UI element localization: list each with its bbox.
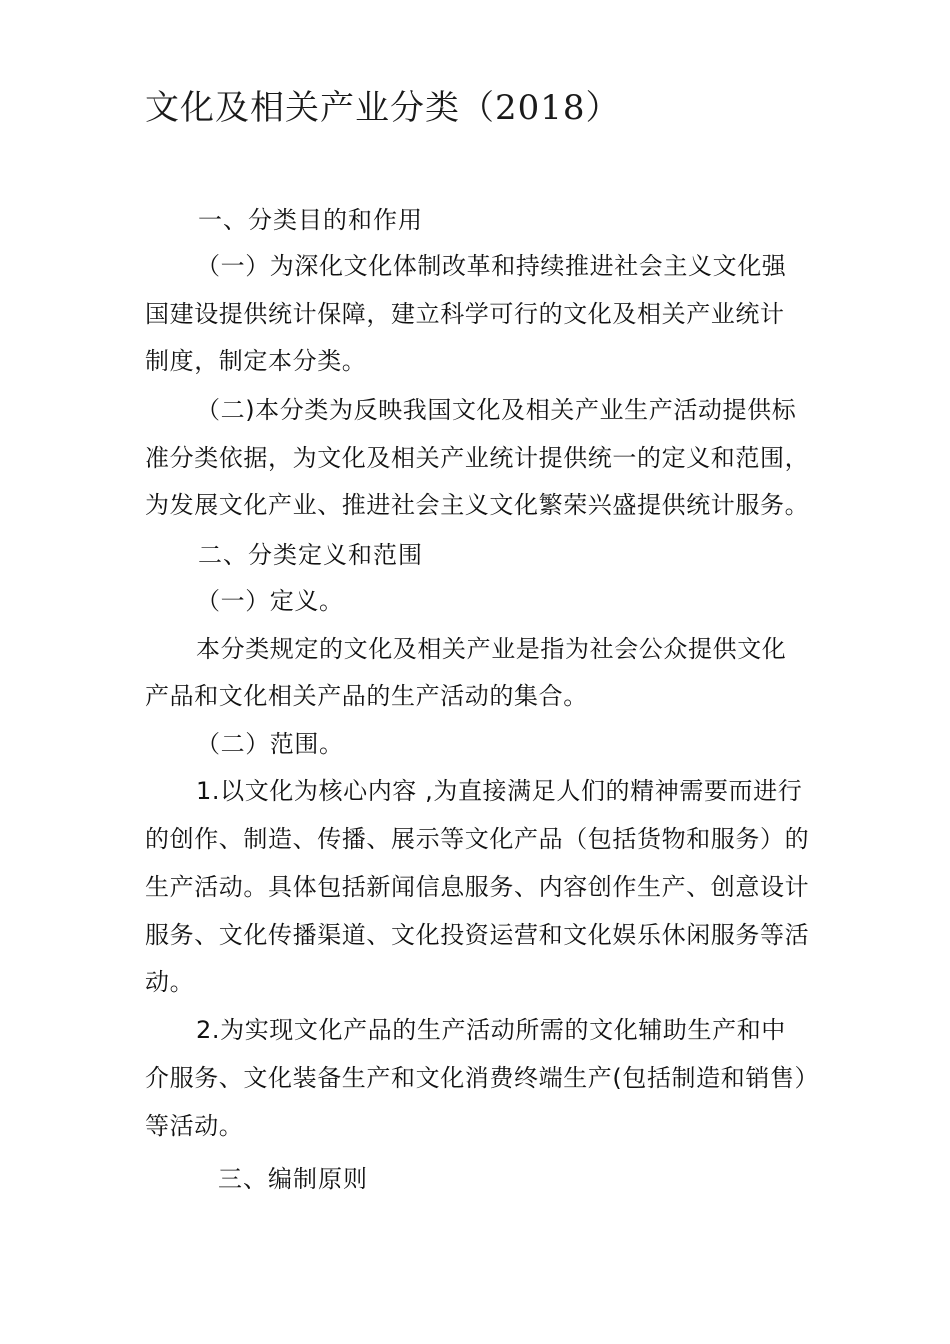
paragraph-line: 动。 bbox=[145, 968, 195, 996]
subsection-heading: （二）范围。 bbox=[196, 730, 344, 758]
paragraph-line: 准分类依据，为文化及相关产业统计提供统一的定义和范围， bbox=[145, 444, 810, 472]
document-title: 文化及相关产业分类（2018） bbox=[145, 88, 621, 128]
subsection-heading: （一）定义。 bbox=[196, 587, 344, 615]
paragraph-line: 2.为实现文化产品的生产活动所需的文化辅助生产和中 bbox=[196, 1016, 786, 1044]
paragraph-line: （二)本分类为反映我国文化及相关产业生产活动提供标 bbox=[196, 396, 797, 424]
paragraph-line: 产品和文化相关产品的生产活动的集合。 bbox=[145, 682, 588, 710]
paragraph-line: 本分类规定的文化及相关产业是指为社会公众提供文化 bbox=[196, 635, 787, 663]
paragraph-line: 服务、文化传播渠道、文化投资运营和文化娱乐休闲服务等活 bbox=[145, 921, 810, 949]
section-heading-1: 一、分类目的和作用 bbox=[198, 206, 423, 234]
paragraph-line: 1.以文化为核心内容 ,为直接满足人们的精神需要而进行 bbox=[196, 777, 803, 805]
paragraph-line: 为发展文化产业、推进社会主义文化繁荣兴盛提供统计服务。 bbox=[145, 491, 810, 519]
paragraph-line: （一）为深化文化体制改革和持续推进社会主义文化强 bbox=[196, 252, 787, 280]
paragraph-line: 生产活动。具体包括新闻信息服务、内容创作生产、创意设计 bbox=[145, 873, 810, 901]
section-heading-3: 三、编制原则 bbox=[218, 1165, 368, 1193]
paragraph-line: 国建设提供统计保障，建立科学可行的文化及相关产业统计 bbox=[145, 300, 785, 328]
paragraph-line: 介服务、文化装备生产和文化消费终端生产(包括制造和销售） bbox=[145, 1064, 820, 1092]
paragraph-line: 的创作、制造、传播、展示等文化产品（包括货物和服务）的 bbox=[145, 825, 810, 853]
paragraph-line: 制度，制定本分类。 bbox=[145, 347, 367, 375]
paragraph-line: 等活动。 bbox=[145, 1112, 244, 1140]
section-heading-2: 二、分类定义和范围 bbox=[198, 541, 423, 569]
